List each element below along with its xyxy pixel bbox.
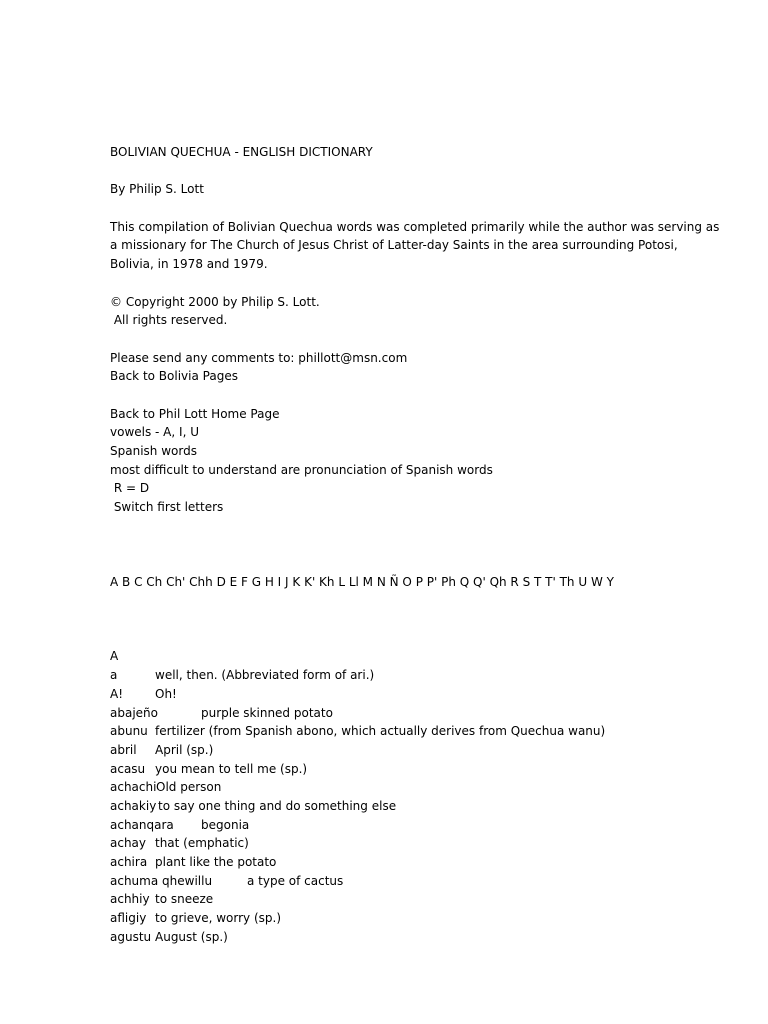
dictionary-entry [110, 816, 720, 835]
entry-word: abajeño [110, 705, 158, 720]
entry-word: achachi [110, 780, 157, 795]
entry-definition: begonia [201, 817, 250, 832]
spacer [110, 591, 720, 647]
rights-line: All rights reserved. [110, 313, 228, 328]
entry-definition: to say one thing and do something else [158, 798, 397, 813]
dictionary-entry [110, 778, 720, 797]
entry-definition: you mean to tell me (sp.) [155, 761, 308, 776]
spacer [110, 330, 720, 349]
entry-word: achira [110, 855, 148, 870]
entry-word: acasu [110, 761, 146, 776]
author-line: By Philip S. Lott [110, 182, 204, 197]
dictionary-entry [110, 704, 720, 723]
intro-paragraph: This compilation of Bolivian Quechua words was completed primarily while the author was serving as a missionary for The Church of Jesus Christ of Latter-day Saints in the area surrounding Potosi, Bolivia, in 1978 and 1979. [110, 219, 720, 272]
entry-word: achakiy [110, 798, 157, 813]
switch-letters-note: Switch first letters [110, 500, 224, 515]
entry-definition: Old person [156, 780, 222, 795]
entry-word: A! [110, 686, 124, 701]
entry-word: achuma qhewillu [110, 873, 213, 888]
spacer [110, 199, 720, 218]
dictionary-entry [110, 928, 720, 947]
entry-word: abunu [110, 724, 148, 739]
back-to-bolivia-link[interactable]: Back to Bolivia Pages [110, 369, 238, 384]
entry-definition: fertilizer (from Spanish abono, which actually derives from Quechua wanu) [155, 724, 606, 739]
entry-word: achanqara [110, 817, 174, 832]
dictionary-entry [110, 722, 720, 741]
entry-word: achay [110, 836, 147, 851]
difficulty-note: most difficult to understand are pronunciation of Spanish words [110, 462, 493, 477]
dictionary-entry [110, 797, 720, 816]
entry-word: agustu [110, 929, 152, 944]
spacer [110, 162, 720, 181]
entry-word: afligiy [110, 911, 147, 926]
dictionary-entry [110, 853, 720, 872]
spacer [110, 517, 720, 573]
entry-word: a [110, 668, 118, 683]
document-body [110, 143, 720, 946]
spacer [110, 386, 720, 405]
r-equals-d-note: R = D [110, 481, 150, 496]
entry-definition: to sneeze [155, 892, 214, 907]
entry-definition: plant like the potato [155, 855, 277, 870]
dictionary-entry [110, 685, 720, 704]
entry-definition: a type of cactus [247, 873, 344, 888]
entry-word: abril [110, 742, 137, 757]
dictionary-entry [110, 834, 720, 853]
dictionary-entry [110, 760, 720, 779]
entry-definition: that (emphatic) [155, 836, 249, 851]
dictionary-entry [110, 741, 720, 760]
entry-definition: Oh! [155, 686, 177, 701]
comments-line: Please send any comments to: phillott@msn.com [110, 350, 408, 365]
document-title: BOLIVIAN QUECHUA - ENGLISH DICTIONARY [110, 145, 373, 159]
dictionary-entry [110, 890, 720, 909]
entry-definition: purple skinned potato [201, 705, 333, 720]
entry-definition: August (sp.) [155, 929, 228, 944]
spanish-words-note: Spanish words [110, 444, 197, 459]
dictionary-entry [110, 666, 720, 685]
alphabet-index[interactable]: A B C Ch Ch' Chh D E F G H I J K K' Kh L Ll M N Ñ O P P' Ph Q Q' Qh R S T T' Th U W Y [110, 574, 614, 589]
entry-definition: April (sp.) [155, 742, 214, 757]
section-letter: A [110, 649, 119, 664]
vowels-note: vowels - A, I, U [110, 425, 199, 440]
entry-word: achhiy [110, 892, 150, 907]
entry-definition: well, then. (Abbreviated form of ari.) [155, 668, 375, 683]
spacer [110, 274, 720, 293]
copyright-line: © Copyright 2000 by Philip S. Lott. [110, 294, 320, 309]
back-to-home-link[interactable]: Back to Phil Lott Home Page [110, 406, 280, 421]
dictionary-entry [110, 872, 720, 891]
entry-definition: to grieve, worry (sp.) [155, 911, 282, 926]
dictionary-entry [110, 909, 720, 928]
